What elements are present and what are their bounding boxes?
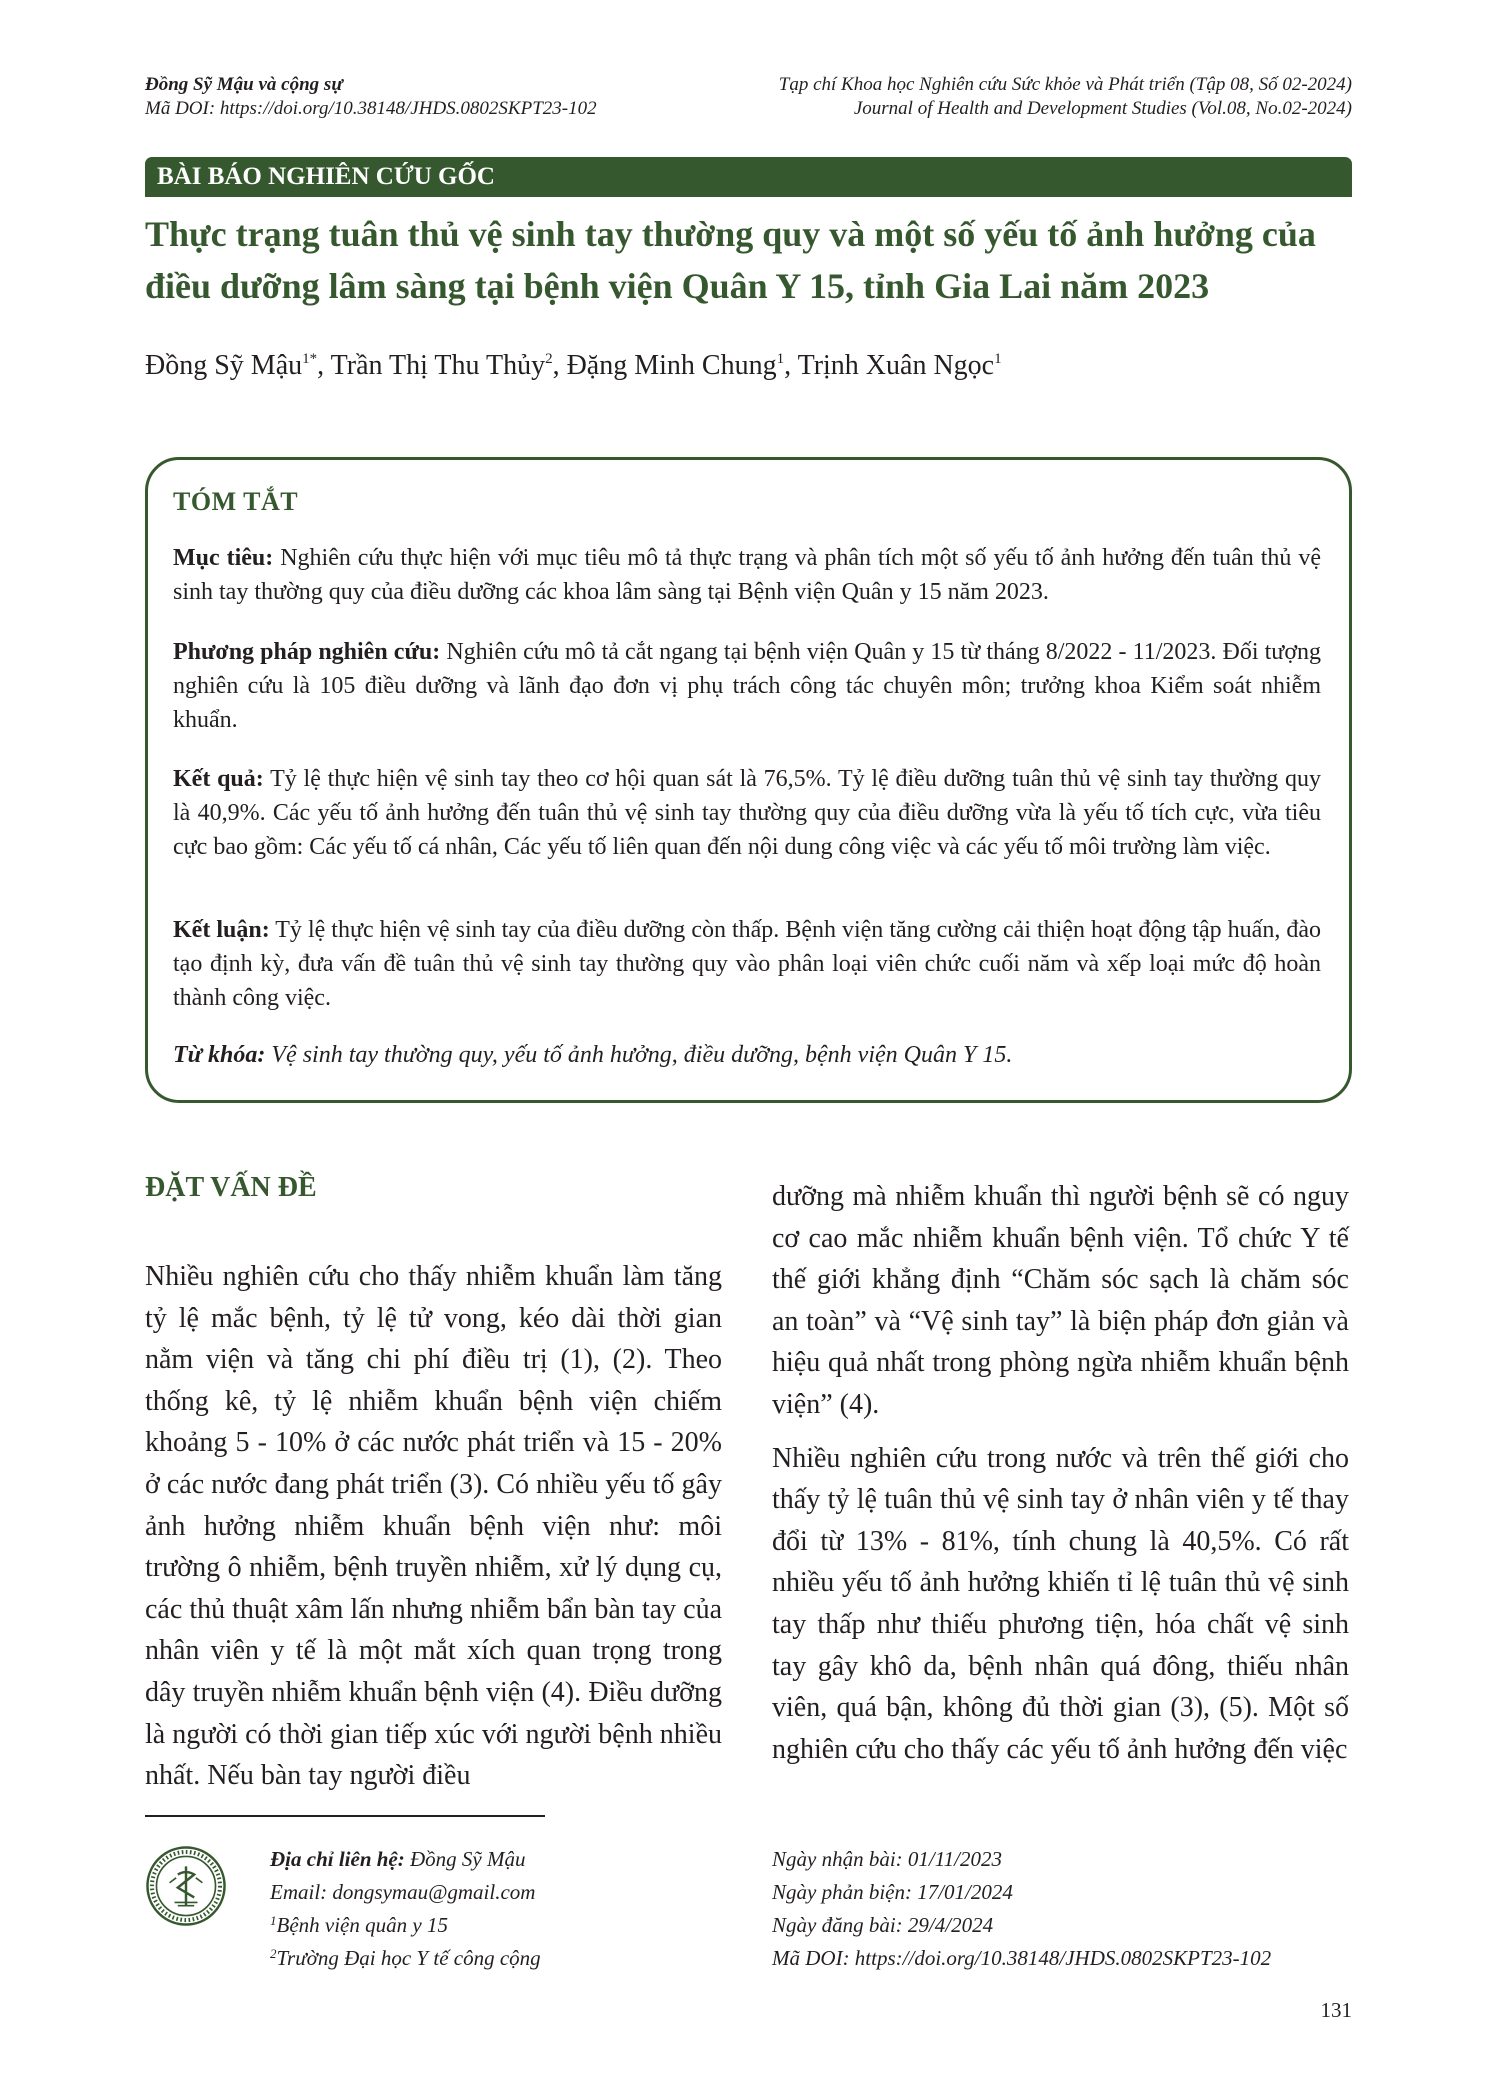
author-name: Trịnh Xuân Ngọc — [797, 350, 995, 381]
author-list: Đồng Sỹ Mậu$^{1*}$, Trần Thị Thu Thủy$^2$, Đặng Minh Chung$^1$, Trịnh Xuân Ngọc$^1$ — [145, 350, 1002, 381]
abstract-results-label: Kết quả: — [173, 766, 264, 792]
author-name: Đặng Minh Chung — [566, 350, 777, 381]
footer-doi: Mã DOI: https://doi.org/10.38148/JHDS.0802SKPT23-102 — [772, 1946, 1272, 1970]
footer-affiliation-2 — [270, 1942, 541, 1975]
footer-contact-block — [270, 1843, 541, 1975]
affiliation-mark: 1 — [270, 1913, 277, 1928]
footer-affiliation-1 — [270, 1909, 541, 1942]
intro-right-paragraph-2: Nhiều nghiên cứu trong nước và trên thế giới cho thấy tỷ lệ tuân thủ vệ sinh tay ở nhân viên y tế thay đổi từ 13% - 81%, tính chung là 40,5%. Có rất nhiều yếu tố ảnh hưởng khiến tỉ lệ tuân thủ vệ sinh tay thấp như thiếu phương tiện, hóa chất vệ sinh tay gây khô da, bệnh nhân quá đông, thiếu nhân viên, quá bận, không đủ thời gian (3), (5). Một số nghiên cứu cho thấy các yếu tố ảnh hưởng đến việc — [772, 1442, 1349, 1765]
abstract-conclusion-text: Tỷ lệ thực hiện vệ sinh tay của điều dưỡng còn thấp. Bệnh viện tăng cường cải thiện hoạt động tập huấn, đào tạo định kỳ, đưa vấn đề tuân thủ vệ sinh tay thường quy vào phân loại viên chức cuối năm và xếp loại mức độ hoàn thành công việc. — [173, 917, 1321, 1011]
abstract-keywords-label: Từ khóa: — [173, 1042, 266, 1068]
abstract-keywords-text: Vệ sinh tay thường quy, yếu tố ảnh hưởng, điều dưỡng, bệnh viện Quân Y 15. — [271, 1042, 1013, 1068]
abstract-methods — [173, 635, 1321, 737]
abstract-objective — [173, 541, 1321, 609]
footer-email: Email: dongsymau@gmail.com — [270, 1880, 536, 1904]
footer-published-date: Ngày đăng bài: 29/4/2024 — [772, 1913, 994, 1937]
affiliation-text: Trường Đại học Y tế công cộng — [276, 1946, 541, 1970]
abstract-objective-text: Nghiên cứu thực hiện với mục tiêu mô tả thực trạng và phân tích một số yếu tố ảnh hưởng đến tuân thủ vệ sinh tay thường quy của điều dưỡng các khoa lâm sàng tại Bệnh viện Quân y 15 năm 2023. — [173, 545, 1322, 605]
author-affiliation-mark: 2 — [545, 351, 553, 367]
footer-contact-name: Đồng Sỹ Mậu — [410, 1847, 526, 1871]
author-affiliation-mark: 1 — [776, 351, 785, 367]
article-title: Thực trạng tuân thủ vệ sinh tay thường quy và một số yếu tố ảnh hưởng của điều dưỡng lâm sàng tại bệnh viện Quân Y 15, tỉnh Gia Lai năm 2023 — [145, 214, 1316, 306]
footnote-divider — [145, 1815, 545, 1817]
abstract-methods-label: Phương pháp nghiên cứu: — [173, 639, 441, 665]
running-header-doi: Mã DOI: https://doi.org/10.38148/JHDS.0802SKPT23-102 — [145, 98, 597, 119]
author-affiliation-mark: 1 — [994, 351, 1002, 367]
running-header-journal-vi: Tạp chí Khoa học Nghiên cứu Sức khỏe và Phát triển (Tập 08, Số 02-2024) — [778, 74, 1352, 95]
footer-contact — [270, 1843, 541, 1876]
abstract-conclusion — [173, 913, 1321, 1015]
footer-contact-label: Địa chỉ liên hệ: — [270, 1847, 405, 1871]
abstract-results-text: Tỷ lệ thực hiện vệ sinh tay theo cơ hội quan sát là 76,5%. Tỷ lệ điều dưỡng tuân thủ vệ sinh tay thường quy là 40,9%. Các yếu tố ảnh hưởng đến tuân thủ vệ sinh tay thường quy của điều dưỡng vừa là yếu tố tích cực, vừa tiêu cực bao gồm: Các yếu tố cá nhân, Các yếu tố liên quan đến nội dung công việc và các yếu tố môi trường làm việc. — [173, 766, 1322, 860]
intro-right-column — [772, 1176, 1349, 1770]
abstract-objective-label: Mục tiêu: — [173, 545, 274, 571]
intro-right-paragraph-1: dưỡng mà nhiễm khuẩn thì người bệnh sẽ có nguy cơ cao mắc nhiễm khuẩn bệnh viện. Tổ chức Y tế thế giới khẳng định “Chăm sóc sạch là chăm sóc an toàn” và “Vệ sinh tay” là biện pháp đơn giản và hiệu quả nhất trong phòng ngừa nhiễm khuẩn bệnh viện” (4). — [772, 1181, 1349, 1420]
intro-left-column: Nhiều nghiên cứu cho thấy nhiễm khuẩn làm tăng tỷ lệ mắc bệnh, tỷ lệ tử vong, kéo dài thời gian nằm viện và tăng chi phí điều trị (1), (2). Theo thống kê, tỷ lệ nhiễm khuẩn bệnh viện chiếm khoảng 5 - 10% ở các nước phát triển và 15 - 20% ở các nước đang phát triển (3). Có nhiều yếu tố gây ảnh hưởng nhiễm khuẩn bệnh viện như: môi trường ô nhiễm, bệnh truyền nhiễm, xử lý dụng cụ, các thủ thuật xâm lấn nhưng nhiễm bẩn bàn tay của nhân viên y tế là một mắt xích quan trọng trong dây truyền nhiễm khuẩn bệnh viện (4). Điều dưỡng là người có thời gian tiếp xúc với người bệnh nhiều nhất. Nếu bàn tay người điều — [145, 1261, 722, 1792]
abstract-keywords — [173, 1038, 1321, 1072]
author-affiliation-mark: 1* — [302, 351, 318, 367]
footer-review-date: Ngày phản biện: 17/01/2024 — [772, 1880, 1013, 1904]
abstract-results — [173, 762, 1321, 864]
article-type-bar: BÀI BÁO NGHIÊN CỨU GỐC — [145, 157, 1352, 197]
abstract-conclusion-label: Kết luận: — [173, 917, 270, 943]
intro-heading: ĐẶT VẤN ĐỀ — [145, 1172, 317, 1203]
footer-received-date: Ngày nhận bài: 01/11/2023 — [772, 1847, 1003, 1871]
affiliation-mark: 2 — [270, 1946, 277, 1961]
author-name: Đồng Sỹ Mậu — [145, 350, 303, 381]
abstract-heading: TÓM TẮT — [173, 487, 299, 516]
footer-dates-block — [772, 1843, 1271, 1975]
affiliation-text: Bệnh viện quân y 15 — [276, 1913, 448, 1937]
page-number: 131 — [1320, 1998, 1352, 2022]
running-header-journal-en: Journal of Health and Development Studies (Vol.08, No.02-2024) — [853, 98, 1352, 119]
university-emblem-logo — [145, 1845, 227, 1927]
author-name: Trần Thị Thu Thủy — [330, 350, 546, 381]
running-header-author: Đồng Sỹ Mậu và cộng sự — [145, 74, 343, 95]
abstract-methods-text: Nghiên cứu mô tả cắt ngang tại bệnh viện Quân y 15 từ tháng 8/2022 - 11/2023. Đối tượng nghiên cứu là 105 điều dưỡng và lãnh đạo đơn vị phụ trách công tác chuyên môn; trưởng khoa Kiểm soát nhiễm khuẩn. — [173, 639, 1322, 733]
